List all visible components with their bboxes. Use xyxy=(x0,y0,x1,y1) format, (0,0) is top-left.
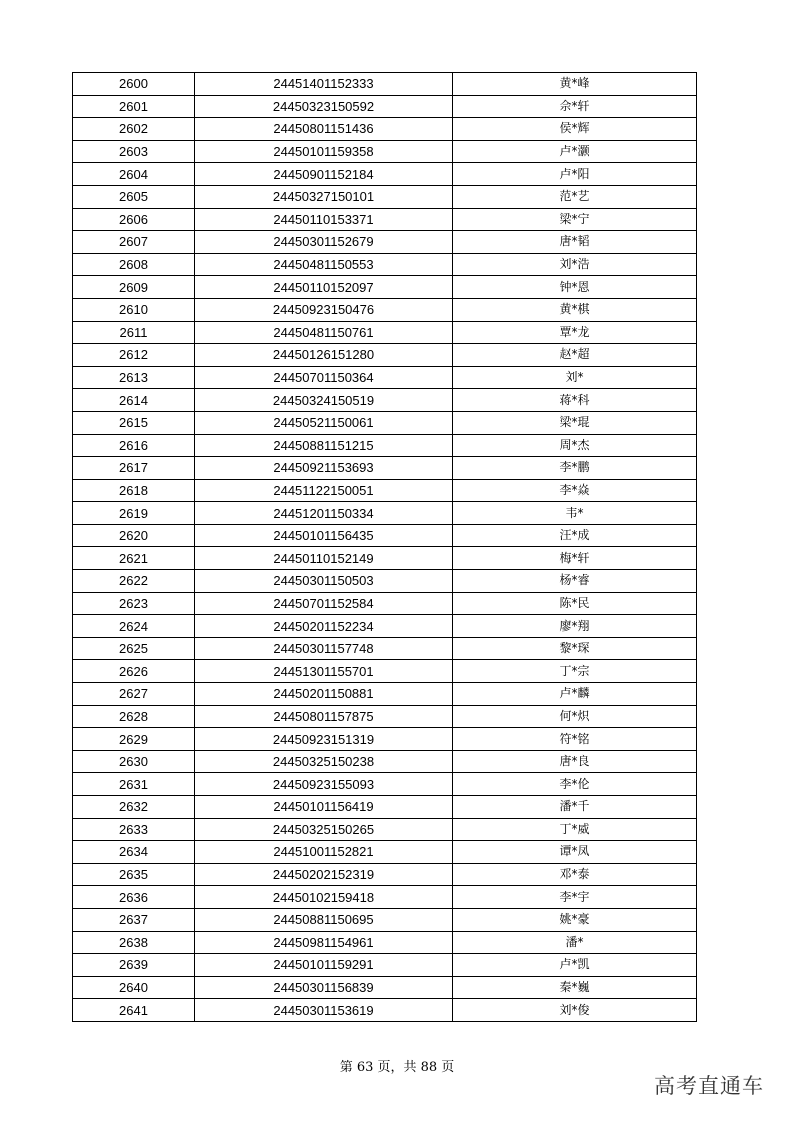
name-cell: 佘*轩 xyxy=(453,95,697,118)
exam-number-cell: 24450101159358 xyxy=(195,140,453,163)
name-cell: 陈*民 xyxy=(453,592,697,615)
table-row xyxy=(73,95,697,118)
name-cell: 刘* xyxy=(453,366,697,389)
table-row xyxy=(73,999,697,1022)
name-cell: 李*焱 xyxy=(453,479,697,502)
name-cell: 符*铭 xyxy=(453,728,697,751)
name-cell: 蒋*科 xyxy=(453,389,697,412)
table-row xyxy=(73,253,697,276)
name-cell: 何*炽 xyxy=(453,705,697,728)
exam-number-cell: 24451201150334 xyxy=(195,502,453,525)
row-number-cell: 2614 xyxy=(73,389,195,412)
row-number-cell: 2639 xyxy=(73,954,195,977)
exam-number-cell: 24450325150265 xyxy=(195,818,453,841)
table-row xyxy=(73,366,697,389)
exam-number-cell: 24450202152319 xyxy=(195,863,453,886)
row-number-cell: 2619 xyxy=(73,502,195,525)
exam-number-cell: 24450301157748 xyxy=(195,637,453,660)
table-row xyxy=(73,524,697,547)
exam-number-cell: 24450324150519 xyxy=(195,389,453,412)
row-number-cell: 2604 xyxy=(73,163,195,186)
watermark-text: 高考直通车 xyxy=(654,1074,764,1098)
exam-number-cell: 24450923150476 xyxy=(195,298,453,321)
row-number-cell: 2621 xyxy=(73,547,195,570)
table-row xyxy=(73,818,697,841)
exam-number-cell: 24450981154961 xyxy=(195,931,453,954)
exam-number-cell: 24450301152679 xyxy=(195,231,453,254)
exam-number-cell: 24450201152234 xyxy=(195,615,453,638)
exam-number-cell: 24450102159418 xyxy=(195,886,453,909)
table-row xyxy=(73,208,697,231)
table-row xyxy=(73,479,697,502)
name-cell: 卢*阳 xyxy=(453,163,697,186)
exam-number-cell: 24450923155093 xyxy=(195,773,453,796)
table-row xyxy=(73,660,697,683)
table-row xyxy=(73,185,697,208)
name-cell: 赵*超 xyxy=(453,344,697,367)
name-cell: 侯*辉 xyxy=(453,118,697,141)
table-row xyxy=(73,728,697,751)
row-number-cell: 2605 xyxy=(73,185,195,208)
exam-number-cell: 24450110152149 xyxy=(195,547,453,570)
table-row xyxy=(73,615,697,638)
name-cell: 黎*琛 xyxy=(453,637,697,660)
name-cell: 谭*凤 xyxy=(453,841,697,864)
table-row xyxy=(73,298,697,321)
row-number-cell: 2623 xyxy=(73,592,195,615)
table-row xyxy=(73,931,697,954)
row-number-cell: 2625 xyxy=(73,637,195,660)
row-number-cell: 2612 xyxy=(73,344,195,367)
exam-number-cell: 24450110152097 xyxy=(195,276,453,299)
table-row xyxy=(73,796,697,819)
row-number-cell: 2616 xyxy=(73,434,195,457)
row-number-cell: 2635 xyxy=(73,863,195,886)
table-row xyxy=(73,683,697,706)
row-number-cell: 2632 xyxy=(73,796,195,819)
name-cell: 梁*宁 xyxy=(453,208,697,231)
exam-number-cell: 24451001152821 xyxy=(195,841,453,864)
table-row xyxy=(73,411,697,434)
name-cell: 钟*恩 xyxy=(453,276,697,299)
exam-number-cell: 24450101159291 xyxy=(195,954,453,977)
row-number-cell: 2607 xyxy=(73,231,195,254)
exam-number-cell: 24450481150553 xyxy=(195,253,453,276)
row-number-cell: 2631 xyxy=(73,773,195,796)
name-cell: 邓*泰 xyxy=(453,863,697,886)
exam-number-cell: 24450323150592 xyxy=(195,95,453,118)
table-row xyxy=(73,502,697,525)
exam-number-cell: 24451401152333 xyxy=(195,73,453,96)
row-number-cell: 2638 xyxy=(73,931,195,954)
row-number-cell: 2620 xyxy=(73,524,195,547)
table-row xyxy=(73,841,697,864)
row-number-cell: 2603 xyxy=(73,140,195,163)
table-row xyxy=(73,163,697,186)
exam-number-cell: 24450923151319 xyxy=(195,728,453,751)
row-number-cell: 2624 xyxy=(73,615,195,638)
page-footer: 第 63 页，共 88 页 xyxy=(339,1060,455,1075)
table-row xyxy=(73,73,697,96)
exam-number-cell: 24450325150238 xyxy=(195,750,453,773)
table-row xyxy=(73,750,697,773)
name-cell: 李*伦 xyxy=(453,773,697,796)
exam-number-cell: 24450101156419 xyxy=(195,796,453,819)
name-cell: 卢*灏 xyxy=(453,140,697,163)
name-cell: 潘* xyxy=(453,931,697,954)
name-cell: 黄*峰 xyxy=(453,73,697,96)
row-number-cell: 2617 xyxy=(73,457,195,480)
name-cell: 丁*威 xyxy=(453,818,697,841)
row-number-cell: 2641 xyxy=(73,999,195,1022)
name-cell: 黄*棋 xyxy=(453,298,697,321)
table-row xyxy=(73,118,697,141)
row-number-cell: 2601 xyxy=(73,95,195,118)
name-cell: 梁*琨 xyxy=(453,411,697,434)
table-row xyxy=(73,457,697,480)
name-cell: 唐*良 xyxy=(453,750,697,773)
row-number-cell: 2627 xyxy=(73,683,195,706)
exam-number-cell: 24450901152184 xyxy=(195,163,453,186)
table-row xyxy=(73,637,697,660)
table-row xyxy=(73,276,697,299)
table-row xyxy=(73,773,697,796)
table-row xyxy=(73,592,697,615)
name-cell: 刘*浩 xyxy=(453,253,697,276)
name-cell: 李*宇 xyxy=(453,886,697,909)
exam-number-cell: 24450301150503 xyxy=(195,570,453,593)
table-row xyxy=(73,886,697,909)
table-row xyxy=(73,570,697,593)
name-cell: 秦*巍 xyxy=(453,976,697,999)
row-number-cell: 2636 xyxy=(73,886,195,909)
table-row xyxy=(73,140,697,163)
name-cell: 周*杰 xyxy=(453,434,697,457)
row-number-cell: 2610 xyxy=(73,298,195,321)
exam-number-cell: 24450126151280 xyxy=(195,344,453,367)
name-cell: 李*鹏 xyxy=(453,457,697,480)
name-cell: 汪*成 xyxy=(453,524,697,547)
row-number-cell: 2628 xyxy=(73,705,195,728)
name-cell: 丁*宗 xyxy=(453,660,697,683)
name-cell: 卢*凯 xyxy=(453,954,697,977)
table-row xyxy=(73,321,697,344)
row-number-cell: 2615 xyxy=(73,411,195,434)
admission-list-table xyxy=(72,72,697,1022)
name-cell: 覃*龙 xyxy=(453,321,697,344)
row-number-cell: 2602 xyxy=(73,118,195,141)
exam-number-cell: 24450881150695 xyxy=(195,908,453,931)
row-number-cell: 2613 xyxy=(73,366,195,389)
row-number-cell: 2633 xyxy=(73,818,195,841)
table-row xyxy=(73,434,697,457)
table-row xyxy=(73,863,697,886)
exam-number-cell: 24450701150364 xyxy=(195,366,453,389)
row-number-cell: 2618 xyxy=(73,479,195,502)
table-row xyxy=(73,231,697,254)
name-cell: 梅*轩 xyxy=(453,547,697,570)
row-number-cell: 2637 xyxy=(73,908,195,931)
row-number-cell: 2630 xyxy=(73,750,195,773)
exam-number-cell: 24451301155701 xyxy=(195,660,453,683)
row-number-cell: 2640 xyxy=(73,976,195,999)
name-cell: 唐*韬 xyxy=(453,231,697,254)
name-cell: 姚*豪 xyxy=(453,908,697,931)
row-number-cell: 2626 xyxy=(73,660,195,683)
exam-number-cell: 24450327150101 xyxy=(195,185,453,208)
name-cell: 卢*麟 xyxy=(453,683,697,706)
row-number-cell: 2609 xyxy=(73,276,195,299)
exam-number-cell: 24450201150881 xyxy=(195,683,453,706)
exam-number-cell: 24450801157875 xyxy=(195,705,453,728)
table-row xyxy=(73,976,697,999)
admission-list-body xyxy=(73,73,697,1022)
name-cell: 刘*俊 xyxy=(453,999,697,1022)
row-number-cell: 2634 xyxy=(73,841,195,864)
exam-number-cell: 24450801151436 xyxy=(195,118,453,141)
exam-number-cell: 24450481150761 xyxy=(195,321,453,344)
name-cell: 廖*翔 xyxy=(453,615,697,638)
table-row xyxy=(73,908,697,931)
row-number-cell: 2608 xyxy=(73,253,195,276)
row-number-cell: 2629 xyxy=(73,728,195,751)
row-number-cell: 2606 xyxy=(73,208,195,231)
table-row xyxy=(73,547,697,570)
exam-number-cell: 24450921153693 xyxy=(195,457,453,480)
exam-number-cell: 24451122150051 xyxy=(195,479,453,502)
name-cell: 杨*睿 xyxy=(453,570,697,593)
table-row xyxy=(73,389,697,412)
exam-number-cell: 24450881151215 xyxy=(195,434,453,457)
exam-number-cell: 24450701152584 xyxy=(195,592,453,615)
row-number-cell: 2600 xyxy=(73,73,195,96)
exam-number-cell: 24450301156839 xyxy=(195,976,453,999)
name-cell: 韦* xyxy=(453,502,697,525)
name-cell: 范*艺 xyxy=(453,185,697,208)
name-cell: 潘*千 xyxy=(453,796,697,819)
row-number-cell: 2622 xyxy=(73,570,195,593)
table-row xyxy=(73,954,697,977)
exam-number-cell: 24450521150061 xyxy=(195,411,453,434)
row-number-cell: 2611 xyxy=(73,321,195,344)
exam-number-cell: 24450101156435 xyxy=(195,524,453,547)
exam-number-cell: 24450301153619 xyxy=(195,999,453,1022)
exam-number-cell: 24450110153371 xyxy=(195,208,453,231)
table-row xyxy=(73,344,697,367)
table-row xyxy=(73,705,697,728)
